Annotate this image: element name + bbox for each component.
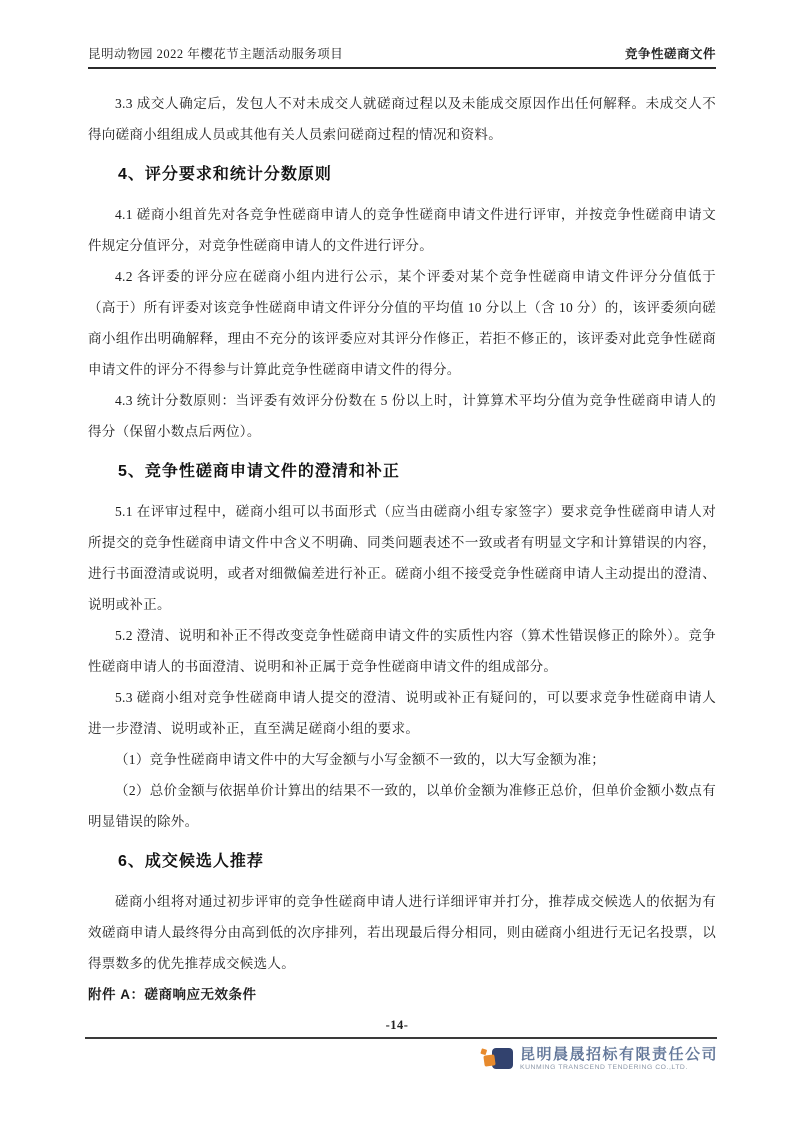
footer-divider [85,1037,717,1039]
header-doc-type: 竞争性磋商文件 [624,47,716,61]
section-heading-4: 4、评分要求和统计分数原则 [118,166,332,183]
paragraph-item-1: （1）竞争性磋商申请文件中的大写金额与小写金额不一致的，以大写金额为准； [115,752,606,767]
paragraph-3-3: 3.3 成交人确定后，发包人不对未成交人就磋商过程以及未能成交原因作出任何解释。未成交人不得向磋商小组组成人员或其他有关人员索问磋商过程的情况和资料。 [88,96,716,142]
paragraph-5-2: 5.2 澄清、说明和补正不得改变竞争性磋商申请文件的实质性内容（算术性错误修正的除外）。竞争性磋商申请人的书面澄清、说明和补正属于竞争性磋商申请文件的组成部分。 [88,628,716,674]
page-header [88,44,716,69]
document-body [88,88,716,1010]
header-project-title: 昆明动物园 2022 年樱花节主题活动服务项目 [88,47,344,61]
company-logo-text [520,1046,718,1072]
paragraph-6-body: 磋商小组将对通过初步评审的竞争性磋商申请人进行详细评审并打分，推荐成交候选人的依据为有效磋商申请人最终得分由高到低的次序排列，若出现最后得分相同，则由磋商小组进行无记名投票，以得票数多的优先推荐成交候选人。 [88,894,716,971]
paragraph-4-3: 4.3 统计分数原则：当评委有效评分份数在 5 份以上时，计算算术平均分值为竞争性磋商申请人的得分（保留小数点后两位）。 [88,393,716,439]
paragraph-4-1: 4.1 磋商小组首先对各竞争性磋商申请人的竞争性磋商申请文件进行评审，并按竞争性磋商申请文件规定分值评分，对竞争性磋商申请人的文件进行评分。 [88,207,716,253]
company-logo [480,1046,718,1078]
company-name-cn: 昆明晨晟招标有限责任公司 [519,1046,718,1063]
section-heading-5: 5、竞争性磋商申请文件的澄清和补正 [118,463,400,480]
company-name-en: KUNMING TRANSCEND TENDERING CO.,LTD. [519,1064,688,1071]
paragraph-5-1: 5.1 在评审过程中，磋商小组可以书面形式（应当由磋商小组专家签字）要求竞争性磋商申请人对所提交的竞争性磋商申请文件中含义不明确、同类问题表述不一致或者有明显文字和计算错误的内容，进行书面澄清或说明，或者对细微偏差进行补正。磋商小组不接受竞争性磋商申请人主动提出的澄清、说明或补正。 [88,504,716,612]
paragraph-4-2: 4.2 各评委的评分应在磋商小组内进行公示，某个评委对某个竞争性磋商申请文件评分分值低于（高于）所有评委对该竞争性磋商申请文件评分分值的平均值 10 分以上（含 10 分）的，该评委须向磋商小组作出明确解释，理由不充分的该评委应对其评分作修正，若拒不修正的，该评委对此竞争性磋商申请文件的评分不得参与计算此竞争性磋商申请文件的得分。 [88,269,716,377]
paragraph-item-2: （2）总价金额与依据单价计算出的结果不一致的，以单价金额为准修正总价，但单价金额小数点有明显错误的除外。 [88,783,716,829]
company-logo-icon [480,1046,514,1078]
attachment-a-note: 附件 A：磋商响应无效条件 [88,987,257,1002]
page-number: -14- [385,1018,409,1032]
paragraph-5-3: 5.3 磋商小组对竞争性磋商申请人提交的澄清、说明或补正有疑问的，可以要求竞争性磋商申请人进一步澄清、说明或补正，直至满足磋商小组的要求。 [88,690,716,736]
section-heading-6: 6、成交候选人推荐 [118,853,264,870]
